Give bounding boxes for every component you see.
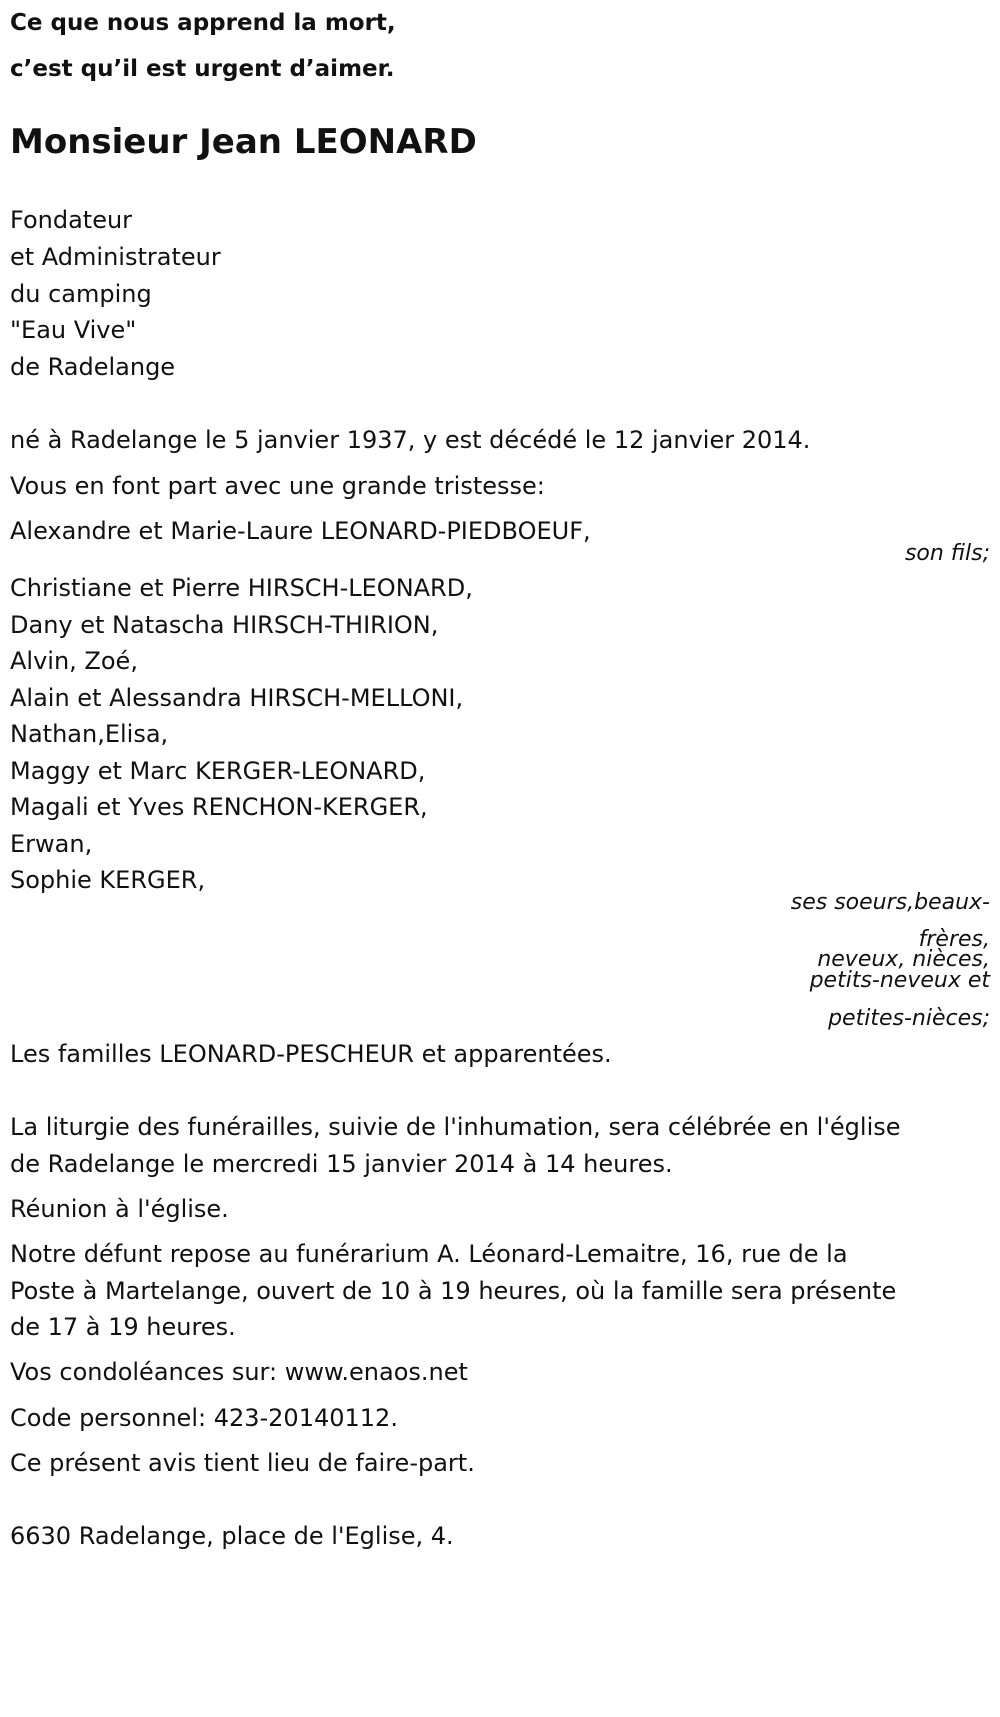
title-line: "Eau Vive" [10,316,137,344]
notice-line: Ce présent avis tient lieu de faire-part. [10,1449,475,1477]
son-relation: son fils; [904,541,990,566]
sisters-relation-line: ses soeurs,beaux- [790,890,990,915]
repose-line-1: Notre défunt repose au funérarium A. Léonard-Lemaitre, 16, rue de la [10,1240,848,1268]
family-member: Dany et Natascha HIRSCH-THIRION, [10,611,439,639]
title-line: et Administrateur [10,243,221,271]
deceased-name: Monsieur Jean LEONARD [10,122,477,162]
sisters-relation-line: petites-nièces; [828,1006,990,1031]
families-line: Les familles LEONARD-PESCHEUR et apparentées. [10,1040,612,1068]
repose-line-2: Poste à Martelange, ouvert de 10 à 19 heures, où la famille sera présente [10,1277,897,1305]
birth-death-line: né à Radelange le 5 janvier 1937, y est décédé le 12 janvier 2014. [10,426,811,454]
son-names: Alexandre et Marie-Laure LEONARD-PIEDBOEUF, [10,517,591,545]
personal-code-line: Code personnel: 423-20140112. [10,1404,398,1432]
meeting-line: Réunion à l'église. [10,1195,229,1223]
sisters-relation-line: neveux, nièces, [817,947,990,972]
title-line: du camping [10,280,152,308]
sisters-relation-line: frères, [918,927,990,952]
condolences-line: Vos condoléances sur: www.enaos.net [10,1358,468,1386]
family-member: Christiane et Pierre HIRSCH-LEONARD, [10,574,473,602]
liturgy-line-1: La liturgie des funérailles, suivie de l'inhumation, sera célébrée en l'église [10,1113,901,1141]
address-line: 6630 Radelange, place de l'Eglise, 4. [10,1522,454,1550]
epigraph-line-1: Ce que nous apprend la mort, [10,10,396,36]
family-member: Nathan,Elisa, [10,720,169,748]
liturgy-line-2: de Radelange le mercredi 15 janvier 2014 à 14 heures. [10,1150,673,1178]
family-member: Alvin, Zoé, [10,647,138,675]
family-member: Erwan, [10,830,93,858]
announcement-intro: Vous en font part avec une grande tristesse: [10,472,545,500]
repose-line-3: de 17 à 19 heures. [10,1313,236,1341]
family-member: Alain et Alessandra HIRSCH-MELLONI, [10,684,464,712]
family-member: Maggy et Marc KERGER-LEONARD, [10,757,426,785]
family-member: Sophie KERGER, [10,866,206,894]
title-line: Fondateur [10,206,133,234]
epigraph-line-2: c’est qu’il est urgent d’aimer. [10,56,395,82]
title-line: de Radelange [10,353,176,381]
sisters-relation-line: petits-neveux et [809,968,990,993]
family-member: Magali et Yves RENCHON-KERGER, [10,793,428,821]
